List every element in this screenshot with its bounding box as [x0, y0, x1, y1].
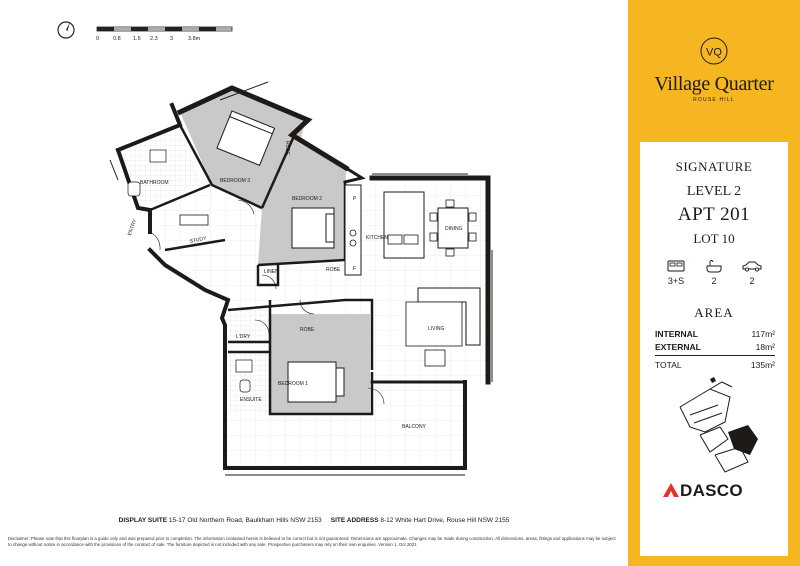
room-label-bedroom-1: BEDROOM 1: [278, 381, 309, 387]
room-label-ensuite: ENSUITE: [240, 397, 262, 403]
area-title: AREA: [694, 305, 734, 320]
room-label-laundry: L'DRY: [236, 334, 251, 340]
feature-bedrooms: [656, 260, 696, 286]
area-value: 135m²: [750, 360, 775, 370]
level-title: LEVEL 2: [686, 184, 742, 199]
room-label-living: LIVING: [428, 326, 445, 332]
site-address: 8-12 White Hart Drive, Rouse Hill NSW 2155: [380, 517, 510, 524]
addresses: [0, 517, 628, 524]
room-label-robe-3: ROBE: [284, 141, 290, 156]
display-suite-label: DISPLAY SUITE: [118, 517, 168, 524]
room-label-bedroom-2: BEDROOM 2: [292, 196, 323, 202]
area-divider: [655, 355, 775, 356]
brand-logo: [628, 36, 800, 103]
carspaces-value: 2: [749, 276, 755, 286]
apartment-title: APT 201: [677, 204, 751, 225]
feature-carspaces: [732, 260, 772, 286]
brand-name: Village Quarter: [654, 73, 774, 95]
site-address-label: SITE ADDRESS: [330, 517, 379, 524]
disclaimer: Disclaimer: Please note that this floorplan is a guide only and was prepared prior to completion. The information contained herein is believed to be correct but is not guaranteed. Dimensions are approximate. Changes may be made during construction. All dimensions, areas, fittings and applications may be subject to change without notice in accordance with the provisions of the contract of sale. The furniture depicted is not included with any sale. Prospective purchasers may rely on their own enquiries. Version 1. Oct 2021: [8, 536, 616, 547]
scale-label: 1.5: [133, 36, 141, 42]
room-label-entry: ENTRY: [126, 218, 139, 237]
scale-label: 2.3: [150, 36, 158, 42]
collection-title: SIGNATURE: [675, 159, 753, 174]
room-label-dining: DINING: [445, 226, 463, 232]
developer-logo: DASCO: [680, 481, 743, 500]
room-label-balcony: BALCONY: [402, 424, 426, 430]
room-label-robe-1: ROBE: [300, 327, 315, 333]
room-label-linen: LINEN: [264, 269, 279, 275]
area-label: INTERNAL: [655, 329, 698, 339]
scale-label: 0: [96, 36, 100, 42]
bath-icon: [706, 260, 722, 273]
display-suite-address: 15-17 Old Northern Road, Baulkham Hills NSW 2153: [168, 517, 322, 524]
bedrooms-value: 3+S: [667, 276, 685, 286]
area-label: EXTERNAL: [655, 342, 701, 352]
area-value: 18m²: [755, 342, 775, 352]
room-label-study: STUDY: [189, 235, 207, 245]
scale-label: 0.8: [113, 36, 121, 42]
scale-label: 3: [170, 36, 174, 42]
brand-location: ROUSE HILL: [693, 97, 735, 103]
bed-icon: [667, 260, 685, 272]
area-label: TOTAL: [655, 360, 682, 370]
area-value: 117m²: [751, 329, 775, 339]
bathrooms-value: 2: [711, 276, 717, 286]
room-label-bedroom-3: BEDROOM 3: [220, 178, 251, 184]
room-label-robe-2: ROBE: [326, 267, 341, 273]
room-label-fridge: F: [353, 266, 357, 272]
lot-title: LOT 10: [693, 231, 735, 246]
monogram-text: VQ: [706, 46, 722, 59]
dasco-logo-icon: [663, 483, 679, 497]
room-label-pantry: P: [353, 196, 357, 202]
keyplan-icon: [670, 377, 780, 477]
feature-bathrooms: [694, 260, 734, 286]
room-label-bathroom: BATHROOM: [140, 180, 169, 186]
room-label-kitchen: KITCHEN: [366, 235, 388, 241]
car-icon: [742, 261, 762, 272]
scale-label: 3.8m: [188, 36, 201, 42]
monogram-icon: [699, 36, 729, 66]
